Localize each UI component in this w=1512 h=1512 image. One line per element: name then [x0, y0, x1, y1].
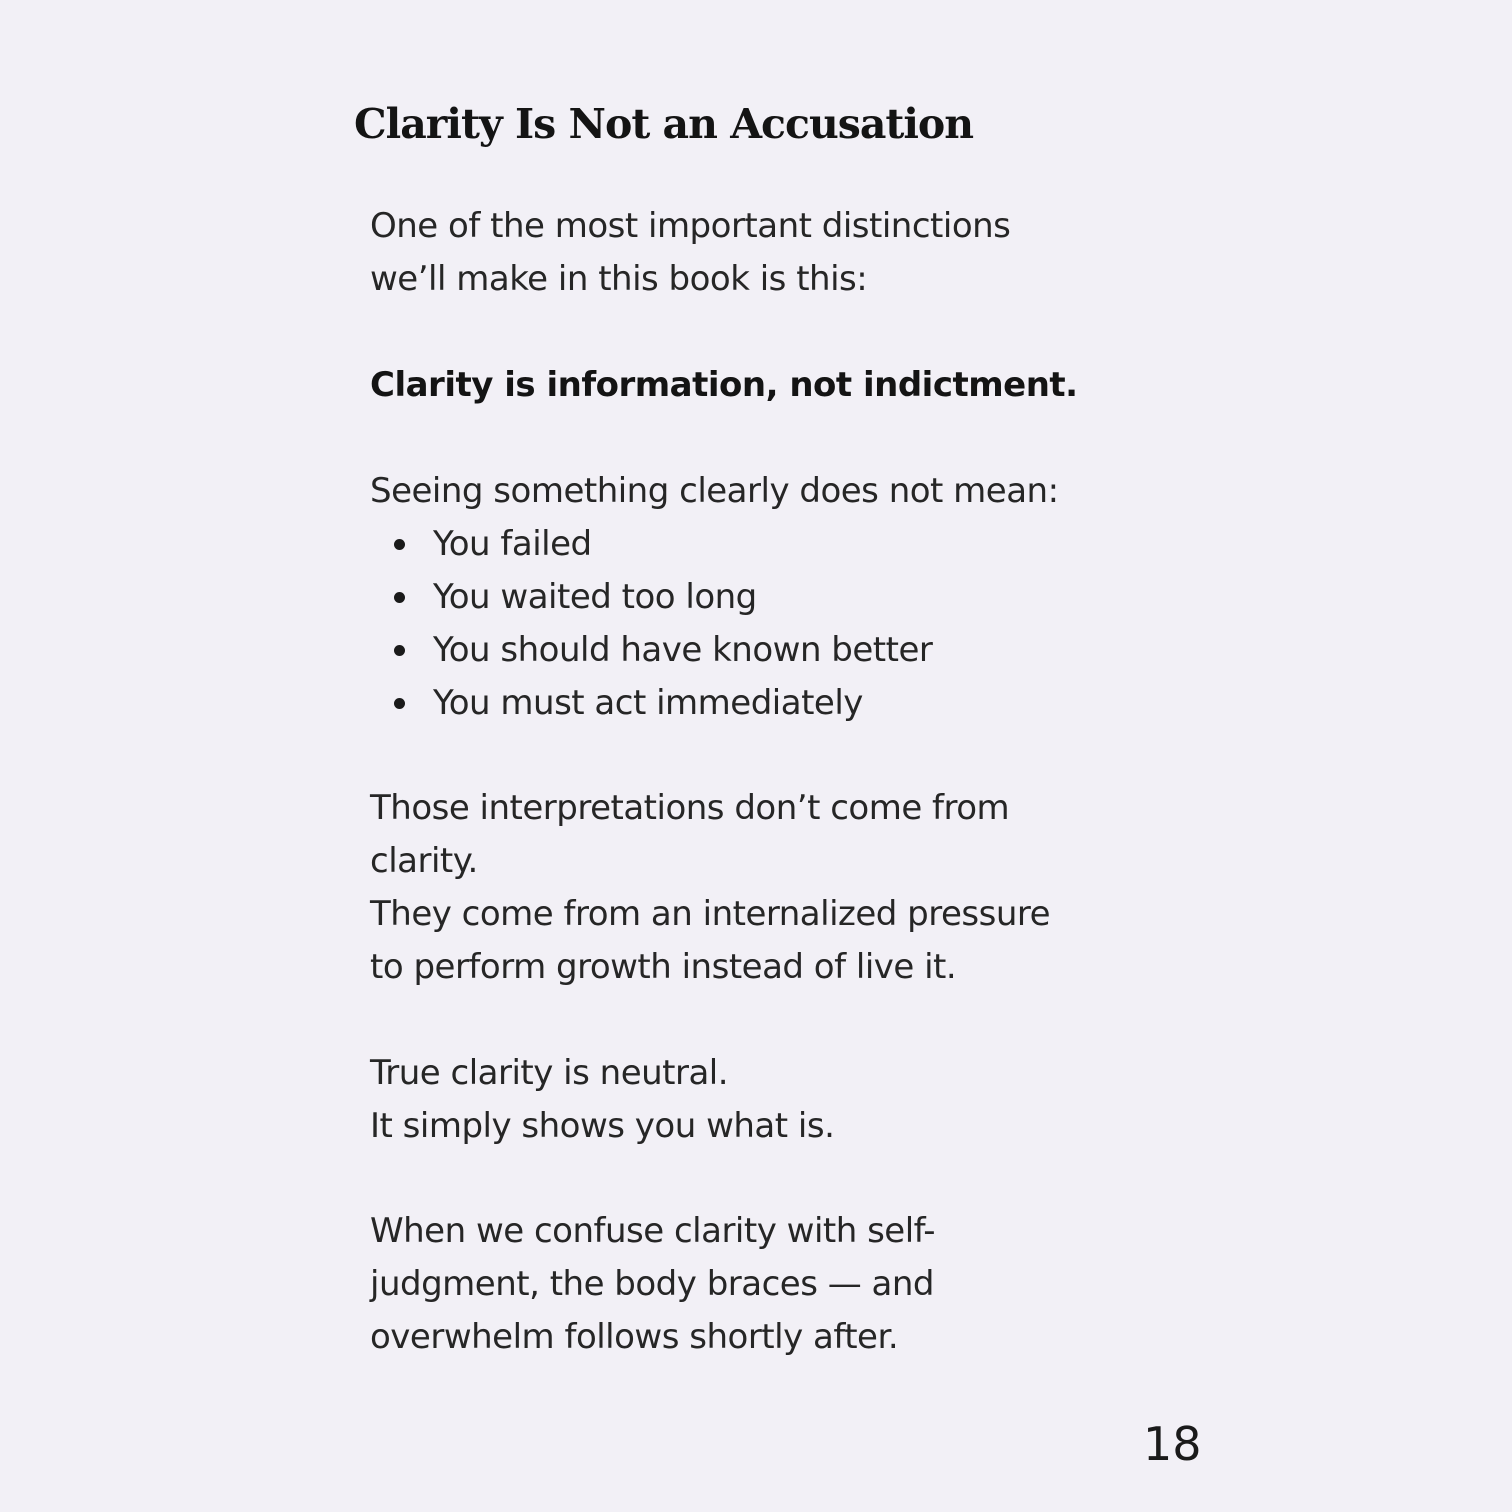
list-item	[370, 518, 1150, 571]
interpretations-line-2: clarity.	[370, 841, 478, 881]
list-item	[370, 624, 1150, 677]
list-item	[370, 677, 1150, 730]
interpretations-paragraph	[370, 782, 1150, 994]
bullet-icon	[394, 539, 405, 550]
interpretations-line-3: They come from an internalized pressure	[370, 894, 1051, 934]
list-intro: Seeing something clearly does not mean:	[370, 471, 1059, 511]
closing-line-3: overwhelm follows shortly after.	[370, 1317, 899, 1357]
list-item-text: You failed	[433, 524, 592, 564]
closing-paragraph	[370, 1205, 1150, 1364]
bullet-icon	[394, 592, 405, 603]
intro-paragraph	[370, 200, 1150, 306]
bullet-list	[370, 518, 1150, 730]
list-item-text: You must act immediately	[433, 683, 863, 723]
interpretations-line-4: to perform growth instead of live it.	[370, 947, 957, 987]
list-item-text: You should have known better	[433, 630, 933, 670]
neutral-line-1: True clarity is neutral.	[370, 1053, 729, 1093]
intro-line-2: we’ll make in this book is this:	[370, 259, 868, 299]
closing-line-1: When we confuse clarity with self-	[370, 1211, 936, 1251]
intro-line-1: One of the most important distinctions	[370, 206, 1011, 246]
interpretations-line-1: Those interpretations don’t come from	[370, 788, 1010, 828]
page-heading: Clarity Is Not an Accusation	[354, 100, 974, 148]
list-item	[370, 571, 1150, 624]
closing-line-2: judgment, the body braces — and	[370, 1264, 934, 1304]
bullet-icon	[394, 645, 405, 656]
neutral-paragraph	[370, 1047, 1150, 1153]
list-section	[370, 465, 1150, 730]
neutral-line-2: It simply shows you what is.	[370, 1106, 835, 1146]
bullet-icon	[394, 698, 405, 709]
list-item-text: You waited too long	[433, 577, 757, 617]
page-number: 18	[1143, 1417, 1202, 1471]
key-statement: Clarity is information, not indictment.	[370, 365, 1078, 405]
